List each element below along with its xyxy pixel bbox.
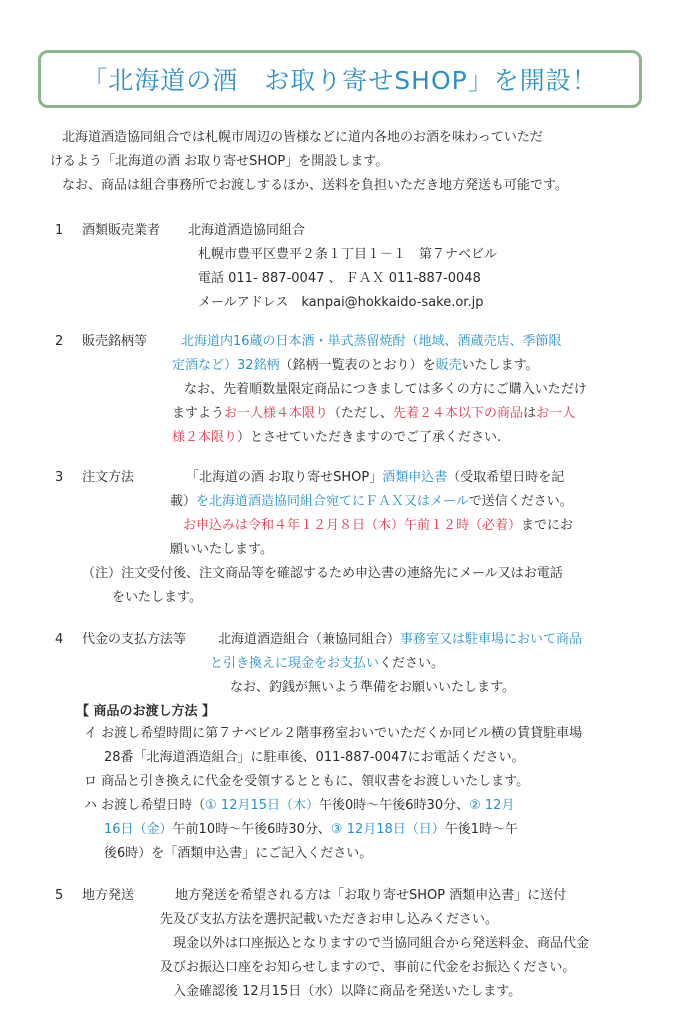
section-heading: 注文方法 [82, 470, 135, 485]
page-title: 「北海道の酒 お取り寄せSHOP」を開設！ [82, 66, 598, 95]
section-text: なお、釣銭が無いよう準備をお願いいたします。 [230, 680, 515, 695]
list-item: イ お渡し希望時間に第７ナベビル２階事務室おいでいただくか同ビル横の賃貸駐車場 [84, 726, 583, 741]
section-text-line: ますようお一人様４本限り（ただし、先着２４本以下の商品はお一人 [172, 406, 576, 421]
section-text: 入金確認後 12月15日（水）以降に商品を発送いたします。 [173, 984, 522, 999]
section-text: 北海道内16蔵の日本酒・単式蒸留焼酎（地域、酒蔵売店、季節限 [181, 334, 562, 349]
title-box [38, 50, 642, 108]
section-number: 5 [55, 888, 64, 903]
section-text: 先及び支払方法を選択記載いただきお申し込みください。 [160, 912, 499, 927]
section-number: 4 [55, 632, 64, 647]
section-text-line: 載）を北海道酒造協同組合宛てにＦＡＸ又はメールで送信ください。 [170, 494, 573, 509]
section-heading: 地方発送 [82, 888, 135, 903]
seller-email: メールアドレス kanpai@hokkaido-sake.or.jp [198, 295, 484, 310]
section-text-line: と引き換えに現金をお支払いください。 [210, 656, 445, 671]
section-heading: 酒類販売業者 [82, 223, 161, 238]
seller-address: 札幌市豊平区豊平２条１丁目１－１ 第７ナベビル [198, 247, 498, 262]
seller-phone: 電話 011- 887-0047 、 ＦＡＸ 011-887-0048 [198, 271, 481, 286]
list-item: ハ お渡し希望日時（① 12月15日（木）午後0時〜午後6時30分、② 12月 [84, 798, 515, 813]
section-number: 3 [55, 470, 64, 485]
list-item: ロ 商品と引き換えに代金を受領するとともに、領収書をお渡しいたします。 [84, 774, 530, 789]
intro-line: なお、商品は組合事務所でお渡しするほか、送料を負担いただき地方発送も可能です。 [62, 178, 568, 193]
section-text: 現金以外は口座振込となりますので当協同組合から発送料金、商品代金 [173, 936, 590, 951]
section-number: 1 [55, 223, 64, 238]
deadline-line: お申込みは令和４年１２月８日（木）午前１２時（必着）までにお [183, 518, 574, 533]
seller-name: 北海道酒造協同組合 [188, 223, 306, 238]
section-text-line: 北海道酒造組合（兼協同組合）事務室又は駐車場において商品 [218, 632, 583, 647]
list-item: 16日（金）午前10時〜午後6時30分、③ 12月18日（日）午後1時〜午 [104, 822, 519, 837]
note-text: をいたします。 [112, 590, 202, 605]
sub-heading: 【 商品のお渡し方法 】 [76, 704, 216, 719]
section-number: 2 [55, 334, 64, 349]
section-text: 願いいたします。 [170, 542, 273, 557]
section-text-line: 「北海道の酒 お取り寄せSHOP」酒類申込書（受取希望日時を記 [186, 470, 565, 485]
section-text: 及びお振込口座をお知らせしますので、事前に代金をお振込ください。 [160, 960, 576, 975]
section-text-line: 様２本限り）とさせていただきますのでご了承ください. [172, 430, 502, 445]
list-item: 28番「北海道酒造組合」に駐車後、011-887-0047にお電話ください。 [104, 750, 525, 765]
note-text: （注）注文受付後、注文商品等を確認するため申込書の連絡先にメール又はお電話 [82, 566, 563, 581]
section-heading: 代金の支払方法等 [82, 632, 187, 647]
intro-line: 北海道酒造協同組合では札幌市周辺の皆様などに道内各地のお酒を味わっていただ [62, 130, 543, 145]
intro-line: けるよう「北海道の酒 お取り寄せSHOP」を開設します。 [50, 154, 389, 169]
section-text-line: 定酒など）32銘柄（銘柄一覧表のとおり）を販売いたします。 [172, 358, 539, 373]
section-text: なお、先着順数量限定商品につきましては多くの方にご購入いただけ [184, 382, 587, 397]
section-text: 地方発送を希望される方は「お取り寄せSHOP 酒類申込書」に送付 [175, 888, 567, 903]
section-heading: 販売銘柄等 [82, 334, 148, 349]
list-item: 後6時）を「酒類申込書」にご記入ください。 [104, 846, 373, 861]
